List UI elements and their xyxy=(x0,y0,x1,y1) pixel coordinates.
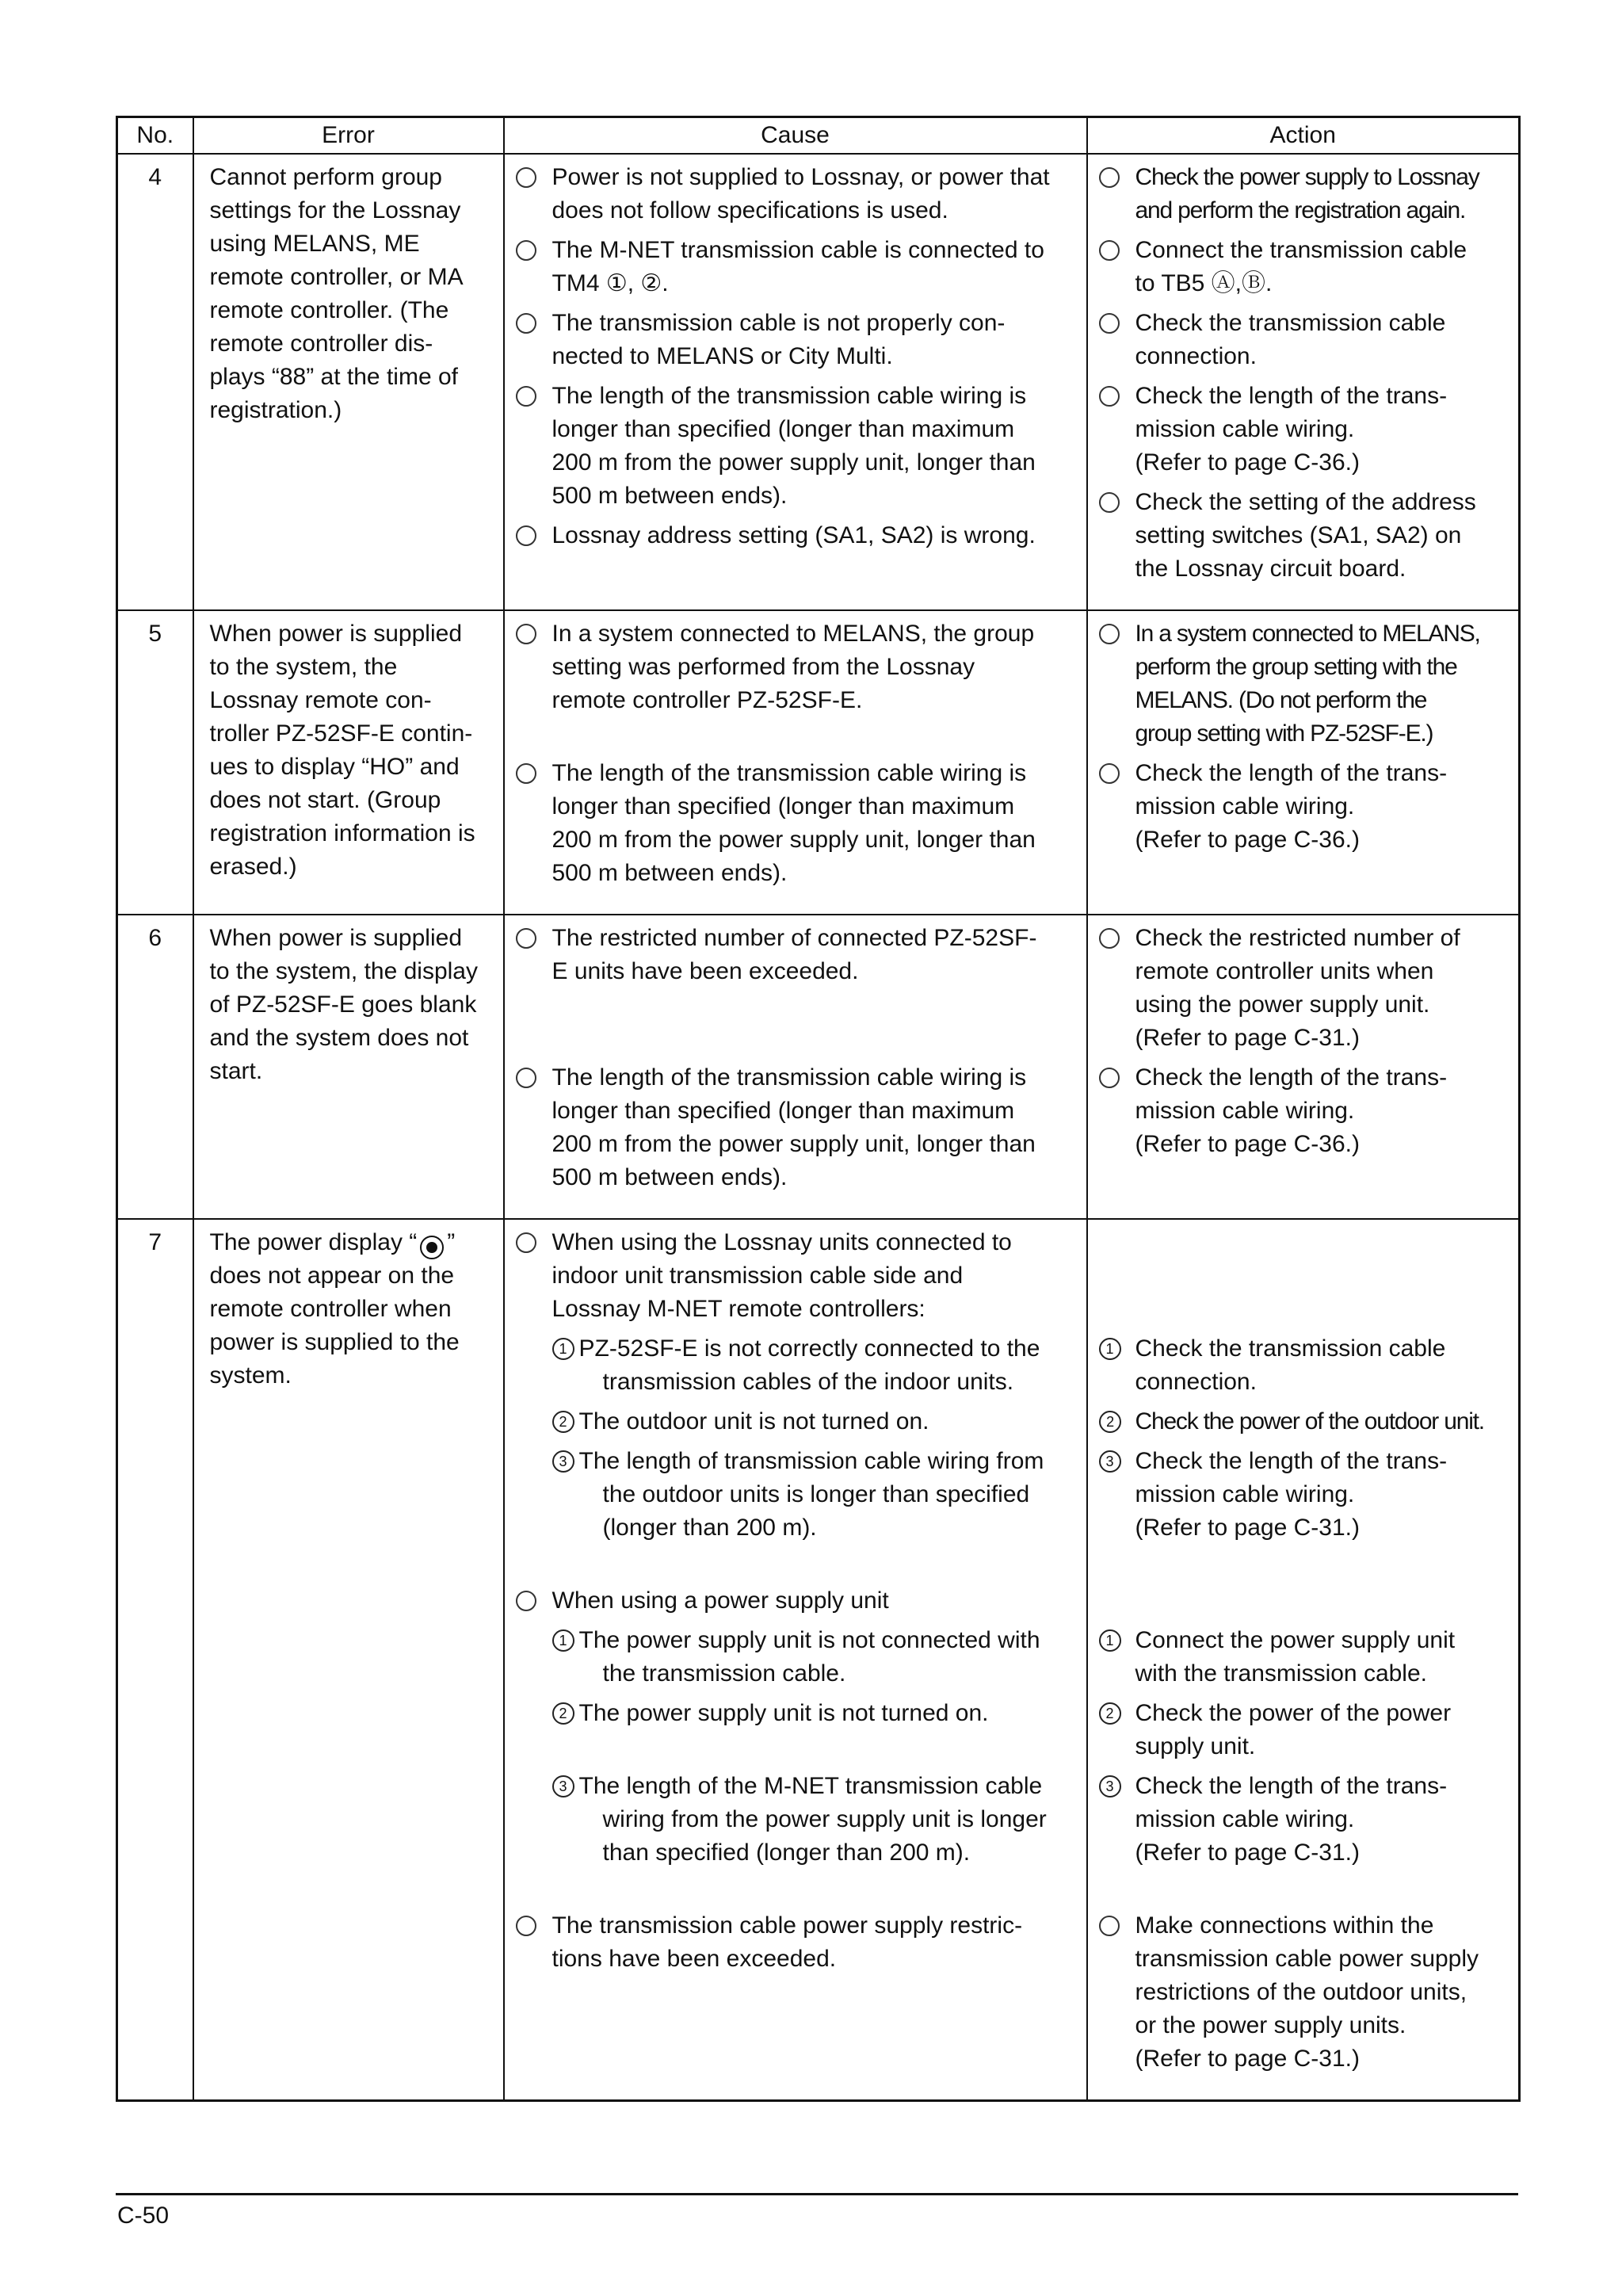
list-item: 3 Check the length of the trans- mission cable wiring. (Refer to page C-31.) xyxy=(1099,1770,1513,1870)
bullet-circle-icon xyxy=(516,240,536,261)
list-item: 2 Check the power of the power supply unit. xyxy=(1099,1697,1513,1763)
troubleshooting-table xyxy=(116,116,1521,2102)
circled-number-icon: 3 xyxy=(552,1775,574,1797)
bullet-circle-icon xyxy=(516,313,536,334)
list-item: The transmission cable is not properly con- nected to MELANS or City Multi. xyxy=(516,307,1080,373)
list-item: Check the transmission cable connection. xyxy=(1099,307,1513,373)
bullet-circle-icon xyxy=(516,386,536,407)
list-item: Check the setting of the address setting switches (SA1, SA2) on the Lossnay circuit board. xyxy=(1099,486,1513,586)
circled-number-icon: 1 xyxy=(1099,1629,1121,1652)
list-item: Check the length of the trans- mission cable wiring. (Refer to page C-36.) xyxy=(1099,380,1513,479)
error-cell: When power is supplied to the system, the display of PZ-52SF-E goes blank and the system does not start. xyxy=(193,915,504,1219)
circled-number-icon: 2 xyxy=(1099,1702,1121,1725)
list-item: The length of the transmission cable wiring is longer than specified (longer than maximum 200 m from the power supply unit, longer than 500 m between ends). xyxy=(516,380,1080,513)
list-item: 2 The power supply unit is not turned on. xyxy=(552,1697,1080,1730)
list-item: Check the restricted number of remote controller units when using the power supply unit. (Refer to page C-31.) xyxy=(1099,922,1513,1055)
power-display-icon xyxy=(420,1236,444,1259)
table-row xyxy=(117,154,1520,610)
action-cell xyxy=(1087,1219,1520,2101)
circled-number-icon: 1 xyxy=(1099,1338,1121,1360)
error-cell: The power display “ ” does not appear on the remote controller when power is supplied to the system. xyxy=(193,1219,504,2101)
circled-number-icon: 3 xyxy=(1099,1450,1121,1473)
header-error: Error xyxy=(193,117,504,155)
footer-divider xyxy=(116,2193,1518,2195)
cause-cell xyxy=(504,1219,1087,2101)
bullet-circle-icon xyxy=(516,1916,536,1936)
cause-cell xyxy=(504,915,1087,1219)
list-item: When using the Lossnay units connected to indoor unit transmission cable side and Lossnay M-NET remote controllers: xyxy=(516,1226,1080,1326)
bullet-circle-icon xyxy=(1099,1916,1120,1936)
list-item: Connect the transmission cable to TB5 Ⓐ,Ⓑ. xyxy=(1099,234,1513,300)
error-cell: Cannot perform group settings for the Lossnay using MELANS, ME remote controller, or MA remote controller. (The remote controller dis- plays “88” at the time of registration.) xyxy=(193,154,504,610)
error-cell: When power is supplied to the system, the Lossnay remote con- troller PZ-52SF-E contin- ues to display “HO” and does not start. (Group registration information is erased.) xyxy=(193,610,504,915)
list-item: Power is not supplied to Lossnay, or power that does not follow specifications is used. xyxy=(516,161,1080,227)
bullet-circle-icon xyxy=(1099,167,1120,188)
list-item: The length of the transmission cable wiring is longer than specified (longer than maximum 200 m from the power supply unit, longer than 500 m between ends). xyxy=(516,1061,1080,1194)
bullet-circle-icon xyxy=(516,763,536,784)
list-item: Make connections within the transmission cable power supply restrictions of the outdoor units, or the power supply units. (Refer to page C-31.) xyxy=(1099,1909,1513,2076)
circled-number-icon: 1 xyxy=(552,1629,574,1652)
list-item: In a system connected to MELANS, perform the group setting with the MELANS. (Do not perform the group setting with PZ-52SF-E.) xyxy=(1099,617,1513,751)
list-item: The transmission cable power supply restric- tions have been exceeded. xyxy=(516,1909,1080,1976)
list-item: Check the power supply to Lossnay and perform the registration again. xyxy=(1099,161,1513,227)
bullet-circle-icon xyxy=(516,1591,536,1611)
header-no: No. xyxy=(117,117,193,155)
cause-cell xyxy=(504,154,1087,610)
row-number: 4 xyxy=(117,154,193,610)
bullet-circle-icon xyxy=(1099,492,1120,513)
circled-number-icon: 2 xyxy=(1099,1411,1121,1433)
list-item: Check the length of the trans- mission cable wiring. (Refer to page C-36.) xyxy=(1099,1061,1513,1161)
list-item: When using a power supply unit xyxy=(516,1584,1080,1618)
cause-cell xyxy=(504,610,1087,915)
bullet-circle-icon xyxy=(516,928,536,949)
list-item: The length of the transmission cable wiring is longer than specified (longer than maximum 200 m from the power supply unit, longer than 500 m between ends). xyxy=(516,757,1080,890)
circled-number-icon: 2 xyxy=(552,1702,574,1725)
bullet-circle-icon xyxy=(1099,1068,1120,1088)
list-item: 1 Check the transmission cable connection. xyxy=(1099,1332,1513,1399)
table-row xyxy=(117,915,1520,1219)
row-number: 5 xyxy=(117,610,193,915)
bullet-circle-icon xyxy=(1099,240,1120,261)
circled-number-icon: 3 xyxy=(1099,1775,1121,1797)
row-number: 6 xyxy=(117,915,193,1219)
list-item: The M-NET transmission cable is connected to TM4 ①, ②. xyxy=(516,234,1080,300)
bullet-circle-icon xyxy=(1099,928,1120,949)
circled-number-icon: 2 xyxy=(552,1411,574,1433)
action-cell xyxy=(1087,154,1520,610)
list-item: Lossnay address setting (SA1, SA2) is wrong. xyxy=(516,519,1080,552)
page-number: C-50 xyxy=(117,2202,170,2229)
circled-number-icon: 1 xyxy=(552,1338,574,1360)
list-item: 2 The outdoor unit is not turned on. xyxy=(552,1405,1080,1438)
header-row xyxy=(117,117,1520,155)
bullet-circle-icon xyxy=(516,167,536,188)
bullet-circle-icon xyxy=(1099,624,1120,644)
action-cell xyxy=(1087,610,1520,915)
list-item: In a system connected to MELANS, the group setting was performed from the Lossnay remote controller PZ-52SF-E. xyxy=(516,617,1080,717)
list-item: 1 Connect the power supply unit with the transmission cable. xyxy=(1099,1624,1513,1690)
list-item: 3 Check the length of the trans- mission cable wiring. (Refer to page C-31.) xyxy=(1099,1445,1513,1545)
action-cell xyxy=(1087,915,1520,1219)
bullet-circle-icon xyxy=(516,624,536,644)
header-cause: Cause xyxy=(504,117,1087,155)
row-number: 7 xyxy=(117,1219,193,2101)
table-row xyxy=(117,1219,1520,2101)
bullet-circle-icon xyxy=(1099,763,1120,784)
list-item: 1 The power supply unit is not connected with the transmission cable. xyxy=(552,1624,1080,1690)
list-item: 1 PZ-52SF-E is not correctly connected to the transmission cables of the indoor units. xyxy=(552,1332,1080,1399)
list-item: Check the length of the trans- mission cable wiring. (Refer to page C-36.) xyxy=(1099,757,1513,857)
bullet-circle-icon xyxy=(516,525,536,546)
header-action: Action xyxy=(1087,117,1520,155)
table-row xyxy=(117,610,1520,915)
bullet-circle-icon xyxy=(516,1068,536,1088)
list-item: The restricted number of connected PZ-52SF- E units have been exceeded. xyxy=(516,922,1080,988)
bullet-circle-icon xyxy=(516,1232,536,1253)
bullet-circle-icon xyxy=(1099,386,1120,407)
circled-number-icon: 3 xyxy=(552,1450,574,1473)
list-item: 3 The length of the M-NET transmission cable wiring from the power supply unit is longer than specified (longer than 200 m). xyxy=(552,1770,1080,1870)
list-item: 3 The length of transmission cable wiring from the outdoor units is longer than specified (longer than 200 m). xyxy=(552,1445,1080,1545)
bullet-circle-icon xyxy=(1099,313,1120,334)
list-item: 2 Check the power of the outdoor unit. xyxy=(1099,1405,1513,1438)
